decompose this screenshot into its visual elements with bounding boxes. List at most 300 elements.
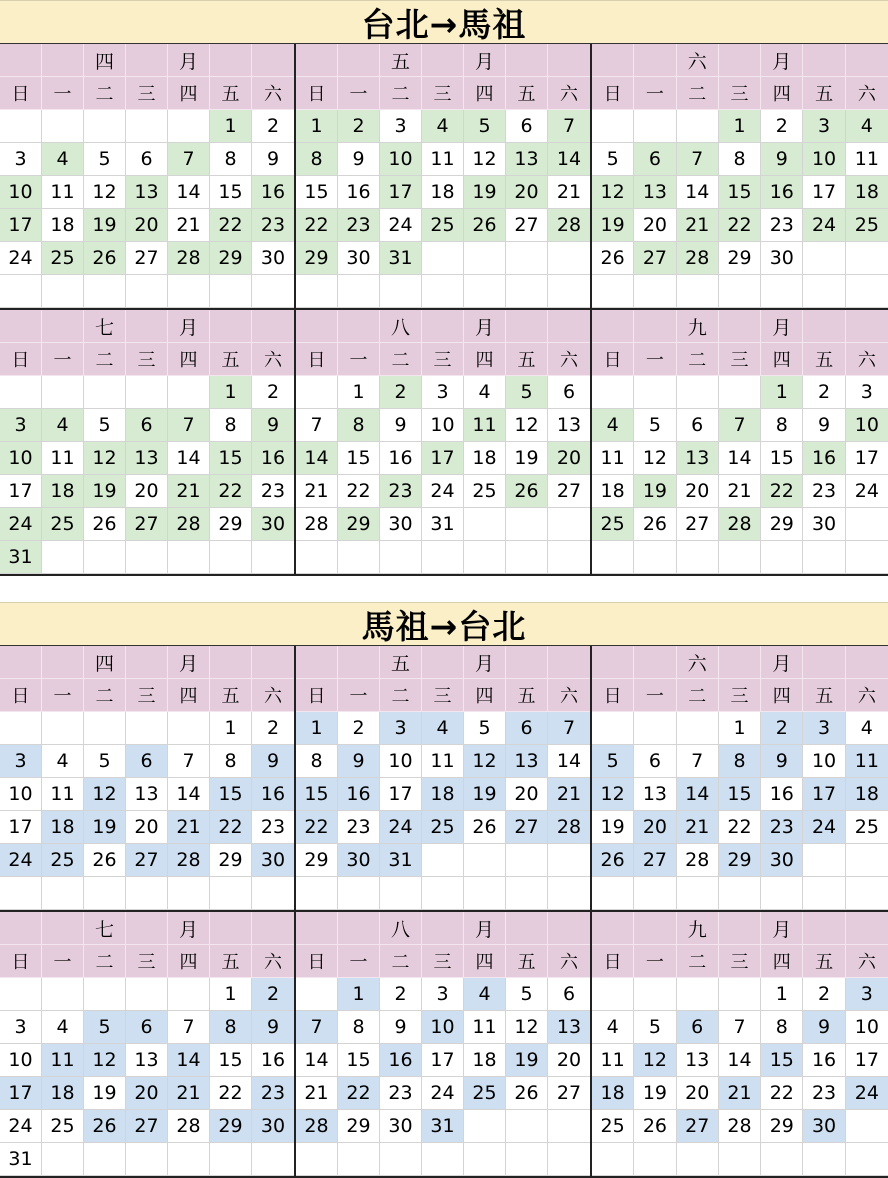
week-row (296, 143, 590, 176)
day-cell-flight: 23 (338, 209, 380, 242)
day-cell: 3 (0, 143, 42, 176)
weekday-row (0, 343, 294, 376)
day-cell: 8 (338, 1011, 380, 1044)
month-label-suffix: 月 (464, 646, 506, 679)
week-row (296, 475, 590, 508)
empty-day-cell (126, 877, 168, 910)
week-row (296, 1077, 590, 1110)
day-cell: 26 (464, 811, 506, 844)
weekday-label: 二 (84, 77, 126, 110)
empty-day-cell (168, 275, 210, 308)
day-cell: 11 (42, 176, 84, 209)
weekday-row (296, 343, 590, 376)
day-cell-flight: 1 (719, 110, 761, 143)
weekday-row (0, 679, 294, 712)
day-cell-flight: 20 (634, 811, 676, 844)
day-cell-flight: 16 (252, 778, 294, 811)
week-row (592, 1077, 888, 1110)
day-cell: 9 (803, 409, 845, 442)
day-cell-flight: 30 (252, 844, 294, 877)
header-blank-cell (126, 912, 168, 945)
month-header-row (0, 44, 294, 77)
day-cell: 21 (296, 1077, 338, 1110)
day-cell: 18 (464, 1044, 506, 1077)
header-blank-cell (846, 310, 888, 343)
day-cell-flight: 9 (761, 143, 803, 176)
day-cell: 12 (506, 409, 548, 442)
month-calendar (0, 310, 296, 576)
day-cell-flight: 1 (210, 110, 252, 143)
weekday-label: 四 (168, 945, 210, 978)
day-cell-flight: 25 (42, 508, 84, 541)
day-cell: 27 (126, 242, 168, 275)
day-cell: 30 (338, 242, 380, 275)
day-cell-flight: 21 (168, 475, 210, 508)
month-label-number: 七 (84, 912, 126, 945)
empty-day-cell (168, 541, 210, 574)
day-cell-flight: 3 (0, 409, 42, 442)
day-cell: 18 (464, 442, 506, 475)
day-cell: 29 (719, 242, 761, 275)
day-cell: 8 (761, 1011, 803, 1044)
header-blank-cell (338, 44, 380, 77)
day-cell: 26 (592, 242, 634, 275)
day-cell-flight: 1 (296, 110, 338, 143)
empty-day-cell (0, 978, 42, 1011)
day-cell-flight: 10 (422, 1011, 464, 1044)
weekday-label: 六 (548, 945, 590, 978)
empty-day-cell (846, 1143, 888, 1176)
day-cell: 31 (422, 508, 464, 541)
day-cell-flight: 17 (380, 176, 422, 209)
day-cell-flight: 2 (380, 376, 422, 409)
day-cell-flight: 24 (803, 811, 845, 844)
month-header-row (0, 646, 294, 679)
weekday-label: 六 (846, 945, 888, 978)
week-row (592, 442, 888, 475)
empty-day-cell (464, 1143, 506, 1176)
weekday-label: 五 (210, 945, 252, 978)
empty-day-cell (634, 877, 676, 910)
day-cell-flight: 7 (296, 1011, 338, 1044)
day-cell: 2 (803, 376, 845, 409)
day-cell-flight: 29 (719, 844, 761, 877)
weekday-label: 二 (380, 343, 422, 376)
empty-day-cell (803, 242, 845, 275)
day-cell-flight: 2 (338, 110, 380, 143)
week-row (0, 1143, 294, 1176)
week-row (296, 376, 590, 409)
day-cell-flight: 19 (464, 778, 506, 811)
week-row (296, 778, 590, 811)
empty-day-cell (338, 1143, 380, 1176)
day-cell: 27 (677, 508, 719, 541)
day-cell: 3 (0, 1011, 42, 1044)
day-cell: 22 (719, 811, 761, 844)
day-cell-flight: 22 (761, 475, 803, 508)
month-label-number: 九 (677, 912, 719, 945)
day-cell: 23 (380, 1077, 422, 1110)
empty-day-cell (506, 1143, 548, 1176)
empty-day-cell (422, 541, 464, 574)
week-row (0, 1077, 294, 1110)
month-calendar (592, 44, 888, 310)
day-cell-flight: 2 (252, 978, 294, 1011)
day-cell: 29 (296, 844, 338, 877)
day-cell: 11 (42, 442, 84, 475)
empty-day-cell (210, 877, 252, 910)
day-cell: 16 (380, 442, 422, 475)
day-cell-flight: 4 (846, 110, 888, 143)
day-cell: 5 (634, 1011, 676, 1044)
day-cell: 27 (548, 1077, 590, 1110)
empty-day-cell (761, 877, 803, 910)
day-cell-flight: 23 (761, 811, 803, 844)
header-blank-cell (803, 44, 845, 77)
day-cell-flight: 22 (210, 811, 252, 844)
day-cell: 5 (84, 143, 126, 176)
weekday-label: 四 (464, 679, 506, 712)
day-cell-flight: 25 (422, 811, 464, 844)
day-cell-flight: 9 (252, 409, 294, 442)
weekday-label: 三 (422, 679, 464, 712)
header-blank-cell (506, 912, 548, 945)
day-cell: 20 (677, 1077, 719, 1110)
day-cell-flight: 17 (0, 209, 42, 242)
day-cell-flight: 13 (126, 442, 168, 475)
day-cell: 6 (634, 745, 676, 778)
week-row (296, 442, 590, 475)
empty-day-cell (126, 1143, 168, 1176)
day-cell: 23 (338, 811, 380, 844)
header-blank-cell (42, 44, 84, 77)
empty-day-cell (592, 712, 634, 745)
weekday-label: 日 (592, 679, 634, 712)
day-cell: 26 (634, 508, 676, 541)
week-row (0, 811, 294, 844)
weekday-label: 五 (506, 945, 548, 978)
day-cell: 26 (506, 1077, 548, 1110)
day-cell-flight: 28 (296, 1110, 338, 1143)
empty-day-cell (0, 275, 42, 308)
empty-day-cell (592, 1143, 634, 1176)
weekday-label: 三 (126, 77, 168, 110)
calendar-grid (0, 646, 888, 1178)
empty-day-cell (168, 110, 210, 143)
day-cell-flight: 13 (634, 176, 676, 209)
day-cell: 28 (677, 844, 719, 877)
day-cell-flight: 12 (592, 176, 634, 209)
empty-day-cell (84, 712, 126, 745)
empty-day-cell (126, 376, 168, 409)
day-cell: 8 (210, 409, 252, 442)
empty-day-cell (634, 376, 676, 409)
empty-day-cell (803, 877, 845, 910)
empty-day-cell (803, 1143, 845, 1176)
empty-day-cell (548, 1110, 590, 1143)
empty-day-cell (548, 1143, 590, 1176)
weekday-label: 六 (846, 343, 888, 376)
weekday-row (296, 945, 590, 978)
day-cell: 19 (592, 811, 634, 844)
empty-day-cell (761, 275, 803, 308)
day-cell: 21 (548, 176, 590, 209)
header-blank-cell (634, 646, 676, 679)
month-label-number: 六 (677, 646, 719, 679)
empty-day-cell (803, 275, 845, 308)
day-cell: 10 (803, 745, 845, 778)
week-row (296, 811, 590, 844)
weekday-label: 二 (380, 945, 422, 978)
header-blank-cell (506, 44, 548, 77)
day-cell: 6 (548, 978, 590, 1011)
empty-day-cell (380, 541, 422, 574)
weekday-label: 日 (296, 945, 338, 978)
day-cell-flight: 18 (42, 1077, 84, 1110)
month-label-suffix: 月 (464, 44, 506, 77)
weekday-label: 六 (252, 945, 294, 978)
weekday-label: 日 (0, 77, 42, 110)
day-cell: 20 (677, 475, 719, 508)
month-label-suffix: 月 (761, 912, 803, 945)
day-cell: 11 (42, 778, 84, 811)
day-cell: 9 (380, 1011, 422, 1044)
empty-day-cell (719, 541, 761, 574)
day-cell-flight: 27 (506, 811, 548, 844)
day-cell: 17 (803, 176, 845, 209)
day-cell-flight: 3 (803, 110, 845, 143)
empty-day-cell (846, 508, 888, 541)
day-cell: 3 (846, 376, 888, 409)
month-header-row (296, 310, 590, 343)
day-cell: 23 (252, 475, 294, 508)
weekday-label: 二 (84, 679, 126, 712)
header-blank-cell (634, 310, 676, 343)
weekday-label: 一 (42, 77, 84, 110)
day-cell: 20 (126, 811, 168, 844)
empty-day-cell (422, 844, 464, 877)
day-cell: 21 (296, 475, 338, 508)
day-cell-flight: 26 (464, 209, 506, 242)
empty-day-cell (296, 376, 338, 409)
day-cell-flight: 27 (634, 844, 676, 877)
empty-day-cell (42, 110, 84, 143)
weekday-row (592, 679, 888, 712)
week-row (296, 409, 590, 442)
empty-day-cell (422, 275, 464, 308)
week-row (296, 1011, 590, 1044)
month-header-row (0, 310, 294, 343)
day-cell-flight: 22 (338, 1077, 380, 1110)
day-cell: 22 (210, 1077, 252, 1110)
day-cell-flight: 2 (761, 712, 803, 745)
weekday-row (0, 945, 294, 978)
day-cell: 7 (719, 1011, 761, 1044)
day-cell: 21 (719, 475, 761, 508)
day-cell: 10 (846, 1011, 888, 1044)
day-cell: 7 (296, 409, 338, 442)
empty-day-cell (252, 1143, 294, 1176)
weekday-label: 日 (0, 679, 42, 712)
weekday-row (592, 77, 888, 110)
day-cell: 14 (296, 1044, 338, 1077)
day-cell: 7 (168, 745, 210, 778)
empty-day-cell (296, 978, 338, 1011)
week-row (0, 1011, 294, 1044)
weekday-label: 日 (592, 343, 634, 376)
header-blank-cell (422, 310, 464, 343)
day-cell: 2 (338, 712, 380, 745)
day-cell-flight: 28 (548, 811, 590, 844)
day-cell-flight: 4 (592, 409, 634, 442)
weekday-label: 五 (210, 679, 252, 712)
day-cell: 26 (84, 844, 126, 877)
day-cell: 1 (761, 978, 803, 1011)
day-cell: 20 (634, 209, 676, 242)
day-cell-flight: 15 (210, 778, 252, 811)
day-cell-flight: 22 (296, 811, 338, 844)
month-header-row (296, 646, 590, 679)
empty-day-cell (296, 275, 338, 308)
day-cell-flight: 24 (803, 209, 845, 242)
weekday-label: 四 (761, 679, 803, 712)
day-cell: 16 (252, 1044, 294, 1077)
day-cell: 10 (422, 409, 464, 442)
day-cell-flight: 7 (168, 143, 210, 176)
month-label-suffix: 月 (464, 310, 506, 343)
empty-day-cell (464, 877, 506, 910)
day-cell-flight: 16 (252, 176, 294, 209)
day-cell-flight: 21 (677, 209, 719, 242)
day-cell: 19 (84, 1077, 126, 1110)
header-blank-cell (338, 912, 380, 945)
day-cell: 10 (0, 778, 42, 811)
weekday-row (0, 77, 294, 110)
header-blank-cell (126, 310, 168, 343)
day-cell-flight: 20 (126, 209, 168, 242)
empty-day-cell (846, 1110, 888, 1143)
day-cell-flight: 23 (380, 475, 422, 508)
day-cell: 23 (803, 1077, 845, 1110)
day-cell: 6 (548, 376, 590, 409)
month-calendar (296, 646, 592, 912)
weekday-label: 四 (464, 77, 506, 110)
day-cell-flight: 18 (422, 778, 464, 811)
day-cell: 15 (338, 1044, 380, 1077)
day-cell-flight: 16 (803, 442, 845, 475)
week-row (592, 844, 888, 877)
empty-day-cell (42, 1143, 84, 1176)
weekday-row (592, 945, 888, 978)
day-cell: 11 (592, 1044, 634, 1077)
day-cell-flight: 6 (506, 712, 548, 745)
empty-day-cell (592, 376, 634, 409)
week-row (296, 541, 590, 574)
weekday-label: 一 (634, 77, 676, 110)
header-blank-cell (210, 310, 252, 343)
header-blank-cell (592, 310, 634, 343)
day-cell-flight: 13 (506, 745, 548, 778)
day-cell: 2 (252, 110, 294, 143)
day-cell: 5 (84, 409, 126, 442)
month-label-suffix: 月 (464, 912, 506, 945)
day-cell-flight: 30 (761, 844, 803, 877)
day-cell-flight: 8 (296, 143, 338, 176)
header-blank-cell (338, 646, 380, 679)
weekday-label: 五 (506, 679, 548, 712)
empty-day-cell (380, 275, 422, 308)
day-cell: 21 (168, 209, 210, 242)
empty-day-cell (84, 541, 126, 574)
day-cell: 1 (338, 376, 380, 409)
day-cell: 5 (592, 143, 634, 176)
month-header-row (296, 912, 590, 945)
header-blank-cell (126, 44, 168, 77)
day-cell-flight: 28 (168, 242, 210, 275)
day-cell-flight: 15 (719, 176, 761, 209)
day-cell-flight: 30 (803, 1110, 845, 1143)
weekday-label: 二 (380, 77, 422, 110)
day-cell: 29 (210, 508, 252, 541)
empty-day-cell (719, 877, 761, 910)
month-label-suffix: 月 (168, 646, 210, 679)
day-cell-flight: 12 (84, 778, 126, 811)
day-cell-flight: 6 (126, 745, 168, 778)
day-cell-flight: 9 (252, 1011, 294, 1044)
day-cell: 11 (846, 143, 888, 176)
empty-day-cell (548, 508, 590, 541)
day-cell-flight: 27 (126, 844, 168, 877)
day-cell: 30 (380, 1110, 422, 1143)
day-cell-flight: 20 (506, 176, 548, 209)
day-cell-flight: 28 (677, 242, 719, 275)
empty-day-cell (84, 877, 126, 910)
weekday-label: 三 (719, 343, 761, 376)
day-cell-flight: 7 (677, 143, 719, 176)
month-label-number: 七 (84, 310, 126, 343)
weekday-label: 一 (634, 679, 676, 712)
empty-day-cell (84, 376, 126, 409)
month-header-row (592, 912, 888, 945)
empty-day-cell (252, 275, 294, 308)
day-cell-flight: 25 (464, 1077, 506, 1110)
day-cell: 11 (464, 1011, 506, 1044)
weekday-label: 六 (548, 343, 590, 376)
day-cell-flight: 20 (548, 442, 590, 475)
day-cell-flight: 12 (84, 442, 126, 475)
day-cell: 15 (761, 442, 803, 475)
day-cell: 22 (338, 475, 380, 508)
day-cell-flight: 29 (296, 242, 338, 275)
weekday-label: 一 (338, 77, 380, 110)
week-row (592, 242, 888, 275)
header-blank-cell (548, 646, 590, 679)
header-blank-cell (210, 646, 252, 679)
weekday-label: 一 (338, 679, 380, 712)
day-cell: 22 (761, 1077, 803, 1110)
weekday-label: 二 (677, 77, 719, 110)
section-title: 台北→馬祖 (0, 0, 888, 44)
weekday-label: 四 (761, 945, 803, 978)
header-blank-cell (252, 44, 294, 77)
day-cell-flight: 26 (592, 844, 634, 877)
month-label-suffix: 月 (761, 44, 803, 77)
day-cell-flight: 16 (252, 442, 294, 475)
week-row (296, 1044, 590, 1077)
empty-day-cell (761, 1143, 803, 1176)
day-cell: 25 (592, 1110, 634, 1143)
week-row (0, 1110, 294, 1143)
